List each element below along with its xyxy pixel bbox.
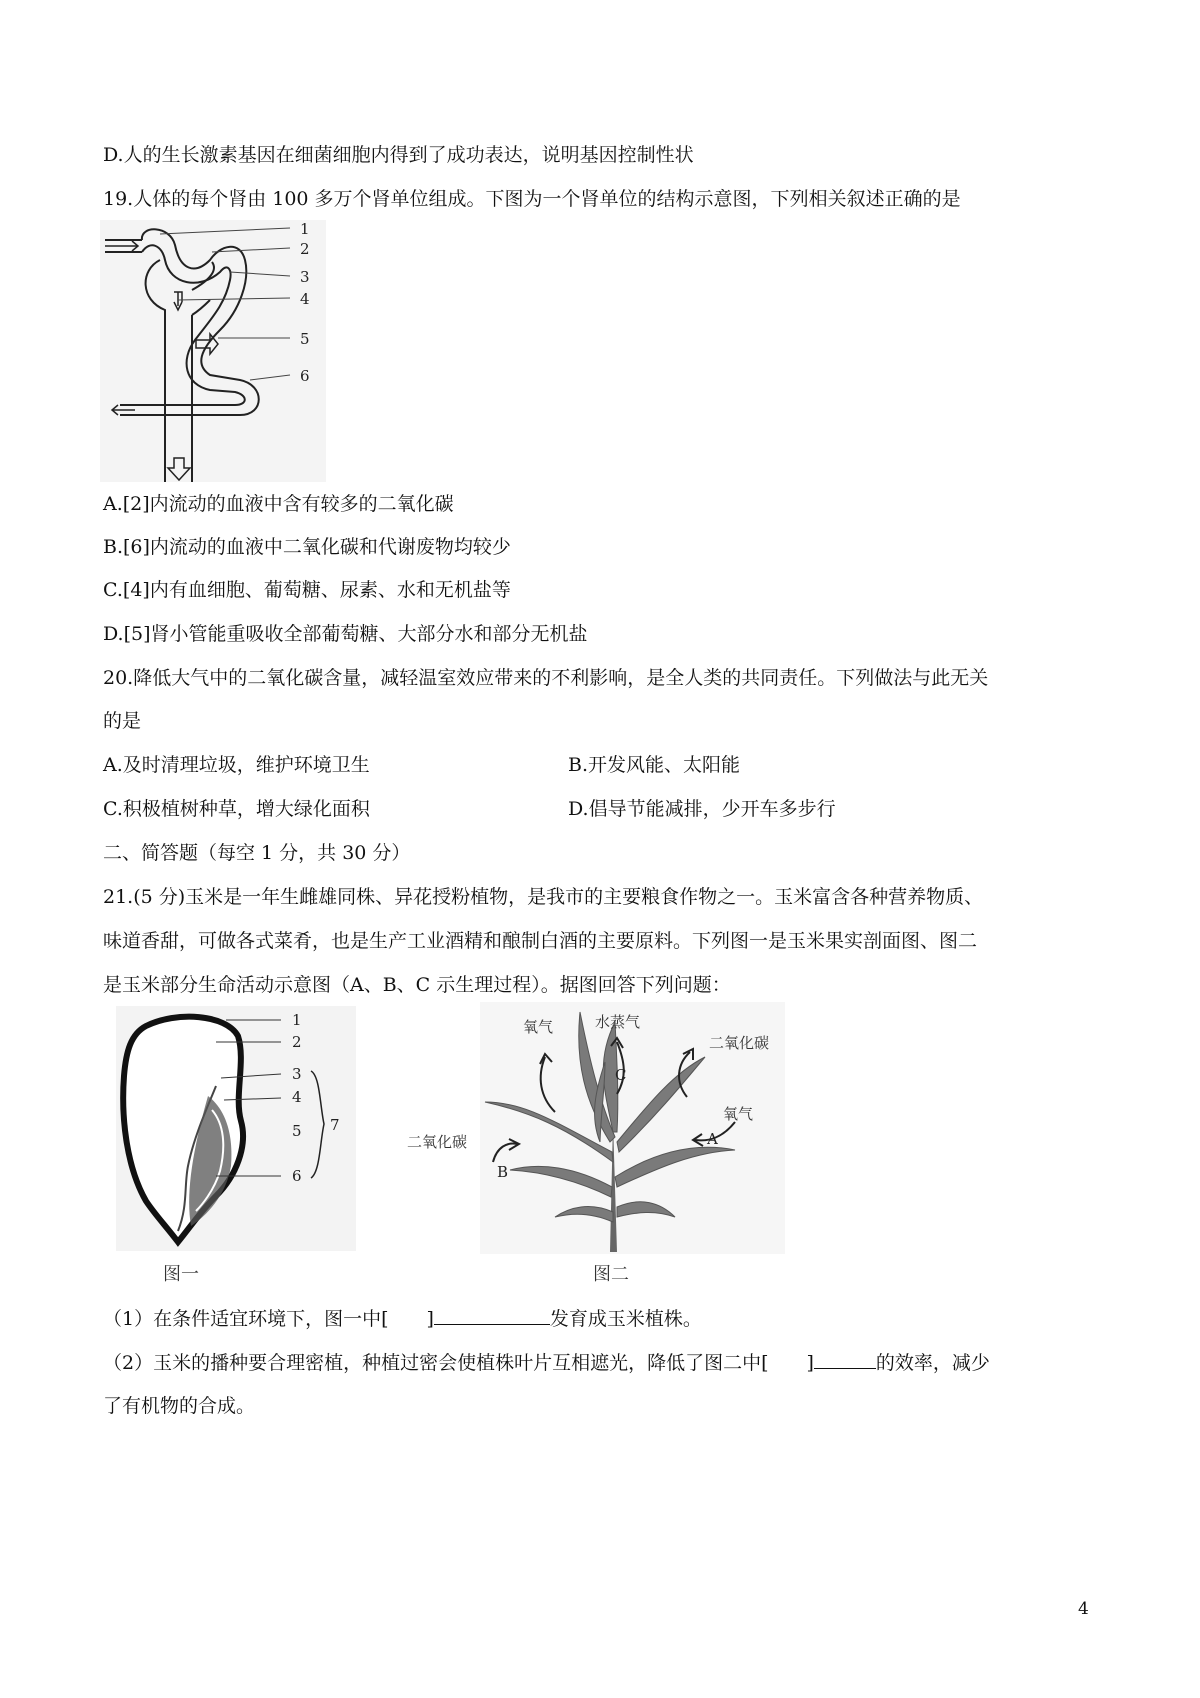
nephron-diagram bbox=[100, 220, 326, 482]
q20-option-c: C.积极植树种草，增大绿化面积 bbox=[103, 798, 370, 820]
seed-label-5: 5 bbox=[292, 1122, 302, 1140]
q19-option-c: C.[4]内有血细胞、葡萄糖、尿素、水和无机盐等 bbox=[103, 579, 511, 601]
q21-sub2-line2: 了有机物的合成。 bbox=[103, 1395, 256, 1417]
nephron-label-3: 3 bbox=[300, 268, 310, 286]
nephron-label-6: 6 bbox=[300, 367, 310, 385]
page-number: 4 bbox=[1078, 1599, 1089, 1619]
label-process-b: B bbox=[497, 1163, 509, 1181]
label-water-vapor: 水蒸气 bbox=[595, 1013, 641, 1031]
label-oxygen-top: 氧气 bbox=[523, 1018, 554, 1036]
nephron-label-1: 1 bbox=[300, 220, 310, 238]
q21-sub1-suffix: 发育成玉米植株。 bbox=[549, 1308, 702, 1330]
label-co2-right: 二氧化碳 bbox=[709, 1034, 770, 1052]
label-process-a: A bbox=[707, 1130, 718, 1148]
q21-stem-line3: 是玉米部分生命活动示意图（A、B、C 示生理过程）。据图回答下列问题： bbox=[103, 974, 731, 996]
seed-label-1: 1 bbox=[292, 1011, 302, 1029]
seed-label-7: 7 bbox=[330, 1116, 340, 1134]
q21-sub2-blank[interactable] bbox=[814, 1350, 876, 1369]
q21-sub2 bbox=[103, 1350, 990, 1375]
q21-sub1-prefix: （1）在条件适宜环境下，图一中[ ] bbox=[103, 1308, 434, 1330]
corn-plant-figure bbox=[405, 1002, 795, 1254]
nephron-label-2: 2 bbox=[300, 240, 310, 258]
seed-label-4: 4 bbox=[292, 1088, 302, 1106]
seed-label-6: 6 bbox=[292, 1167, 302, 1185]
nephron-label-4: 4 bbox=[300, 290, 310, 308]
q20-option-a: A.及时清理垃圾，维护环境卫生 bbox=[103, 754, 370, 776]
fig2-caption: 图二 bbox=[593, 1264, 629, 1285]
q18-option-d: D.人的生长激素基因在细菌细胞内得到了成功表达，说明基因控制性状 bbox=[103, 144, 694, 166]
q19-option-d: D.[5]肾小管能重吸收全部葡萄糖、大部分水和部分无机盐 bbox=[103, 623, 588, 645]
q20-option-b: B.开发风能、太阳能 bbox=[568, 754, 741, 776]
label-oxygen-right: 氧气 bbox=[723, 1105, 754, 1123]
q19-option-a: A.[2]内流动的血液中含有较多的二氧化碳 bbox=[103, 493, 454, 515]
section2-title: 二、简答题（每空 1 分，共 30 分） bbox=[103, 842, 411, 864]
seed-label-2: 2 bbox=[292, 1033, 302, 1051]
q20-stem-line2: 的是 bbox=[103, 710, 142, 732]
seed-label-3: 3 bbox=[292, 1065, 302, 1083]
fig1-caption: 图一 bbox=[163, 1264, 199, 1285]
q21-stem-line2: 味道香甜，可做各式菜肴，也是生产工业酒精和酿制白酒的主要原料。下列图一是玉米果实剖面图、图二 bbox=[103, 930, 978, 952]
q20-stem-line1: 20.降低大气中的二氧化碳含量，减轻温室效应带来的不利影响，是全人类的共同责任。下列做法与此无关 bbox=[103, 667, 989, 689]
q21-stem-line1: 21.(5 分)玉米是一年生雌雄同株、异花授粉植物，是我市的主要粮食作物之一。玉米富含各种营养物质、 bbox=[103, 886, 984, 908]
corn-seed-figure bbox=[116, 1006, 356, 1251]
nephron-label-5: 5 bbox=[300, 330, 310, 348]
q21-sub1 bbox=[103, 1306, 702, 1331]
q19-option-b: B.[6]内流动的血液中二氧化碳和代谢废物均较少 bbox=[103, 536, 511, 558]
q19-stem: 19.人体的每个肾由 100 多万个肾单位组成。下图为一个肾单位的结构示意图，下列相关叙述正确的是 bbox=[103, 188, 961, 210]
q21-sub1-blank[interactable] bbox=[434, 1306, 550, 1325]
label-process-c: C bbox=[615, 1066, 627, 1084]
q21-sub2-suffix: 的效率，减少 bbox=[875, 1352, 990, 1374]
q20-option-d: D.倡导节能减排，少开车多步行 bbox=[568, 798, 836, 820]
label-co2-left: 二氧化碳 bbox=[407, 1133, 468, 1151]
q21-sub2-prefix: （2）玉米的播种要合理密植，种植过密会使植株叶片互相遮光，降低了图二中[ ] bbox=[103, 1352, 814, 1374]
